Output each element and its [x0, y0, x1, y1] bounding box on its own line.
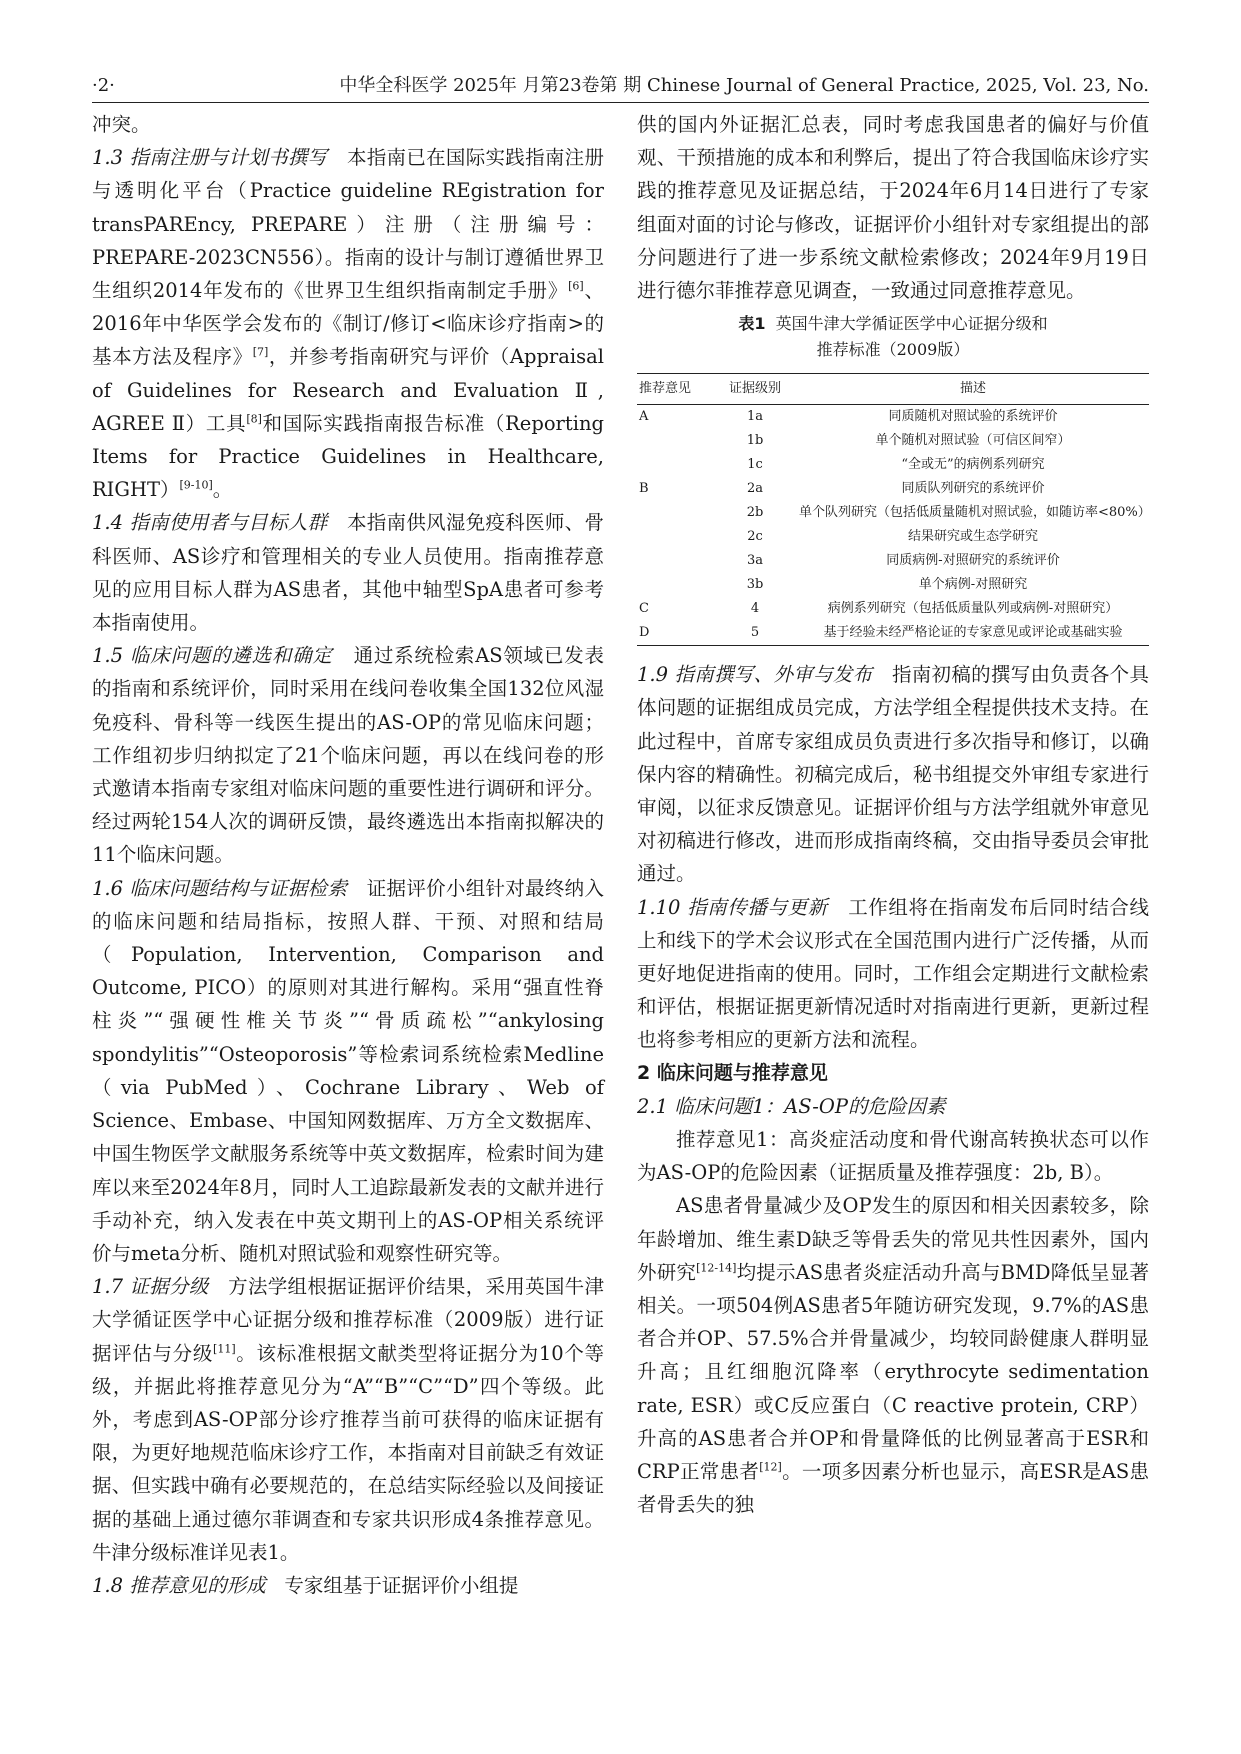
table-row: [637, 429, 1149, 453]
table-cell: 1b: [746, 433, 764, 449]
table-cell: 单个随机对照试验（可信区间窄）: [875, 433, 1071, 449]
citation: [12-14]: [696, 1261, 737, 1275]
table-cell: 2a: [746, 481, 764, 497]
table-cell: [637, 501, 713, 525]
section-text: 、2016年中华医学会发布的《制订/修订<临床诊疗指南>的基本方法及程序》: [92, 279, 604, 369]
section-title: 1.5 临床问题的遴选和确定: [92, 644, 333, 668]
citation: [11]: [213, 1342, 236, 1356]
table-title: 推荐标准（2009版）: [816, 340, 970, 360]
table-cell: 2b: [746, 505, 764, 521]
table-cell: [637, 573, 713, 597]
citation: [6]: [568, 279, 584, 293]
table-cell: [637, 453, 713, 477]
section-title: 2.1 临床问题1：AS-OP的危险因素: [637, 1094, 946, 1118]
table-cell: 3b: [746, 577, 764, 593]
table-row: [637, 621, 1149, 646]
table-cell: [637, 525, 713, 549]
table-cell: D: [637, 621, 713, 646]
section-title: 1.10 指南传播与更新: [637, 895, 828, 919]
table-row: [637, 477, 1149, 501]
section-1-10: [637, 891, 1149, 1057]
citation: [12]: [759, 1460, 782, 1474]
table-cell: “全或无”的病例系列研究: [901, 457, 1045, 473]
left-column: [92, 108, 604, 1602]
paragraph: [637, 1189, 1149, 1521]
table-row: [637, 573, 1149, 597]
table-cell: A: [639, 409, 649, 425]
table-cell: [637, 549, 713, 573]
paragraph-text: 均提示AS患者炎症活动升高与BMD降低呈显著相关。一项504例AS患者5年随访研究发现，9.7%的AS患者合并OP、57.5%合并骨量减少，均较同龄健康人群明显升高；且红细胞沉降率（erythrocyte sedimentation rate, ESR）或C反应蛋白（C reactive protein, CRP）升高的AS患者合并OP和骨量降低的比例显著高于ESR和CRP正常患者: [637, 1260, 1149, 1484]
section-1-4: [92, 506, 604, 639]
section-title: 1.7 证据分级: [92, 1275, 209, 1299]
table-cell: 单个病例-对照研究: [918, 577, 1028, 593]
paragraph: 冲突。: [92, 113, 151, 136]
section-text: 方法学组根据证据评价结果，采用英国牛津大学循证医学中心证据分级和推荐标准（2009版）进行证据评估与分级: [92, 1275, 604, 1365]
recommendation-1: 推荐意见1：高炎症活动度和骨代谢高转换状态可以作为AS-OP的危险因素（证据质量及推荐强度：2b, B）。: [637, 1128, 1149, 1185]
column-header: 推荐意见: [637, 374, 713, 405]
evidence-table: [637, 373, 1149, 646]
section-text: 。该标准根据文献类型将证据分为10个等级，并据此将推荐意见分为“A”“B”“C”“D”四个等级。此外，考虑到AS-OP部分诊疗推荐当前可获得的临床证据有限，为更好地规范临床诊疗工作，本指南对目前缺乏有效证据、但实践中确有必要规范的，在总结实际经验以及间接证据的基础上通过德尔菲调查和专家共识形成4条推荐意见。牛津分级标准详见表1。: [92, 1341, 604, 1564]
table-cell: 5: [713, 621, 797, 646]
table-header-row: [637, 374, 1149, 405]
section-2-1-heading: [637, 1090, 1149, 1123]
citation: [7]: [252, 345, 269, 359]
section-text: 证据评价小组针对最终纳入的临床问题和结局指标，按照人群、干预、对照和结局（Population, Intervention, Comparison and Outcome, PICO）的原则对其进行解构。采用“强直性脊柱炎”“强硬性椎关节炎”“骨质疏松”“ankylosing spondylitis”“Osteoporosis”等检索词系统检索Medline（via PubMed）、Cochrane Library、Web of Science、Embase、中国知网数据库、万方全文数据库、中国生物医学文献服务系统等中英文数据库，检索时间为建库以来至2024年8月，同时人工追踪最新发表的文献并进行手动补充，纳入发表在中英文期刊上的AS-OP相关系统评价与meta分析、随机对照试验和观察性研究等。: [92, 876, 604, 1265]
table-cell: 基于经验未经严格论证的专家意见或评论或基础实验: [797, 621, 1149, 646]
section-1-3: [92, 141, 604, 506]
paragraph-text: 。一项多因素分析也显示，高ESR是AS患者骨丢失的独: [637, 1460, 1149, 1517]
table-row: [637, 453, 1149, 477]
section-2-heading: 2 临床问题与推荐意见: [637, 1061, 828, 1084]
section-1-9: [637, 658, 1149, 890]
page-number: ·2·: [92, 75, 115, 96]
table-cell: [637, 429, 713, 453]
table-cell: 同质病例-对照研究的系统评价: [886, 553, 1060, 569]
section-text: 和国际实践指南报告标准（Reporting Items for Practice Guidelines in Healthcare, RIGHT）: [92, 411, 604, 502]
table-cell: 同质队列研究的系统评价: [901, 481, 1045, 497]
table-cell: C: [639, 601, 649, 617]
table-title: 英国牛津大学循证医学中心证据分级和: [775, 314, 1048, 334]
section-text: ，并参考指南研究与评价（Appraisal of Guidelines for Research and Evaluation Ⅱ, AGREE Ⅱ）工具: [92, 345, 604, 435]
section-1-7: [92, 1270, 604, 1569]
journal-line: 中华全科医学 2025年 月第23卷第 期 Chinese Journal of General Practice, 2025, Vol. 23, No.: [339, 75, 1149, 96]
citation: [9-10]: [179, 478, 213, 492]
section-text: 本指南供风湿免疫科医师、骨科医师、AS诊疗和管理相关的专业人员使用。指南推荐意见的应用目标人群为AS患者，其他中轴型SpA患者可参考本指南使用。: [92, 511, 604, 635]
running-header: [92, 74, 1149, 103]
section-title: 1.4 指南使用者与目标人群: [92, 511, 328, 535]
table-cell: B: [639, 481, 649, 497]
table-cell: 结果研究或生态学研究: [907, 529, 1038, 545]
paragraph-text: AS患者骨量减少及OP发生的原因和相关因素较多，除年龄增加、维生素D缺乏等骨丢失的常见共性因素外，国内外研究: [637, 1194, 1149, 1284]
table-row: [637, 549, 1149, 573]
section-1-5: [92, 639, 604, 871]
section-text: 。: [212, 478, 233, 502]
table-row: [637, 405, 1149, 430]
section-text: 指南初稿的撰写由负责各个具体问题的证据组成员完成，方法学组全程提供技术支持。在此过程中，首席专家组成员负责进行多次指导和修订，以确保内容的精确性。初稿完成后，秘书组提交外审组专家进行审阅，以征求反馈意见。证据评价组与方法学组就外审意见对初稿进行修改，进而形成指南终稿，交由指导委员会审批通过。: [637, 663, 1149, 886]
section-text: 本指南已在国际实践指南注册与透明化平台（Practice guideline REgistration for transPAREncy, PREPARE）注册（注册编号：PREPARE-2023CN556）。指南的设计与制订遵循世界卫生组织2014年发布的《世界卫生组织指南制定手册》: [92, 146, 604, 303]
table-cell: 2c: [747, 529, 763, 545]
table-caption: [637, 311, 1149, 363]
table-cell: 4: [750, 601, 760, 617]
citation: [8]: [246, 412, 262, 426]
section-text: 通过系统检索AS领域已发表的指南和系统评价，同时采用在线问卷收集全国132位风湿免疫科、骨科等一线医生提出的AS-OP的常见临床问题；工作组初步归纳拟定了21个临床问题，再以在线问卷的形式邀请本指南专家组对临床问题的重要性进行调研和评分。经过两轮154人次的调研反馈，最终遴选出本指南拟解决的11个临床问题。: [92, 644, 604, 867]
section-title: 1.9 指南撰写、外审与发布: [637, 663, 873, 687]
section-1-6: [92, 872, 604, 1270]
table-cell: 同质随机对照试验的系统评价: [888, 409, 1058, 425]
section-text: 工作组将在指南发布后同时结合线上和线下的学术会议形式在全国范围内进行广泛传播，从而更好地促进指南的使用。同时，工作组会定期进行文献检索和评估，根据证据更新情况适时对指南进行更新，更新过程也将参考相应的更新方法和流程。: [637, 895, 1149, 1052]
table-cell: 1a: [746, 409, 764, 425]
section-title: 1.6 临床问题结构与证据检索: [92, 876, 348, 900]
table-cell: 病例系列研究（包括低质量队列或病例-对照研究）: [827, 601, 1119, 617]
paragraph: 供的国内外证据汇总表，同时考虑我国患者的偏好与价值观、干预措施的成本和利弊后，提出了符合我国临床诊疗实践的推荐意见及证据总结，于2024年6月14日进行了专家组面对面的讨论与修改，证据评价小组针对专家组提出的部分问题进行了进一步系统文献检索修改；2024年9月19日进行德尔菲推荐意见调查，一致通过同意推荐意见。: [637, 113, 1149, 303]
column-header: 证据级别: [713, 374, 797, 405]
table-cell: 单个队列研究（包括低质量随机对照试验，如随访率<80%）: [799, 505, 1151, 521]
table-row: [637, 501, 1149, 525]
column-header: 描述: [797, 374, 1149, 405]
table-row: [637, 597, 1149, 621]
table-label: 表1: [738, 314, 766, 334]
table-row: [637, 525, 1149, 549]
section-text: 专家组基于证据评价小组提: [284, 1573, 519, 1597]
section-1-8: [92, 1569, 604, 1602]
section-title: 1.8 推荐意见的形成: [92, 1573, 266, 1597]
right-column: [637, 108, 1149, 1522]
section-title: 1.3 指南注册与计划书撰写: [92, 146, 328, 170]
table-cell: 1c: [747, 457, 763, 473]
table-cell: 3a: [746, 553, 764, 569]
